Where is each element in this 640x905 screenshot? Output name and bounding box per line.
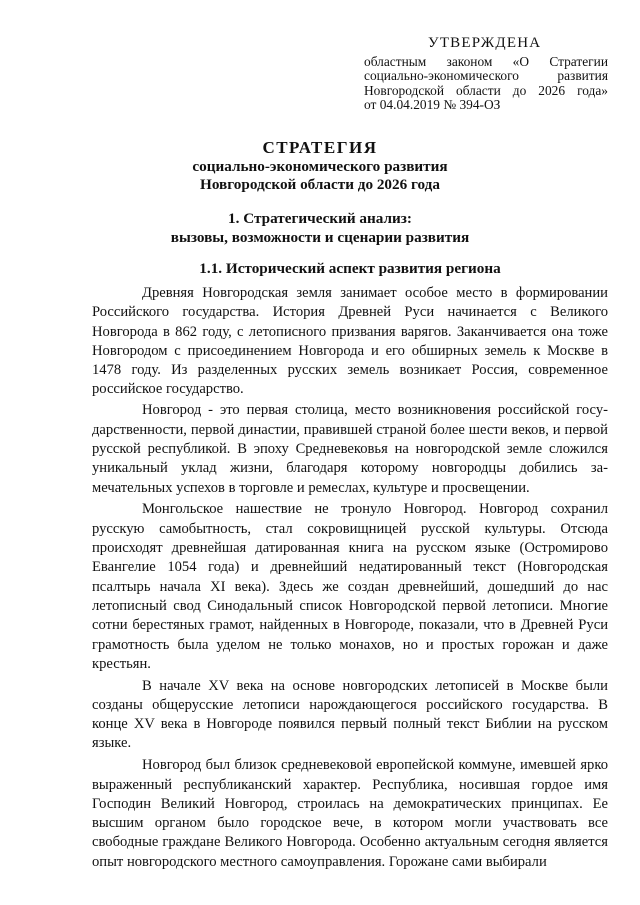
document-title: СТРАТЕГИЯ [262, 138, 378, 157]
approval-text [364, 55, 608, 113]
paragraph: Новгород был близок средневековой европейской коммуне, имевшей ярко выраженный республиканский характер. Республика, носившая гордое имя Господин Великий Новгород, строилась на демократических принципах. Ее высшим органом было городское вече, в котором могли участвовать все свободные граждане Великого Новгорода. Особенно актуальным сегодня является опыт новгородского местного самоуправления. Горожане сами выбирали [92, 757, 608, 870]
document-subtitle-line: социально-экономического развития [192, 158, 448, 175]
paragraph: Монгольское нашествие не тронуло Новгород. Новгород сохранил русскую самобытность, стал сокровищницей русской культуры. Отсюда происходят древнейшая датированная книга на русском языке (Остромирово Евангелие 1054 года) и древнейший недатированный текст (Новгородская псалтырь начала XI века). Здесь же создан древнейший, дошедший до нас летописный свод Синодальный список Новгородской первой летописи. Многие сотни берестяных грамот, найденных в Новгороде, показали, что в Древней Руси грамотность была уделом не только монахов, но и простых горожан и даже крестьян. [92, 501, 608, 672]
approval-line: областным законом «О Стратегии [364, 53, 608, 69]
paragraph: Древняя Новгородская земля занимает особое место в формировании Российского государства. История Древней Руси начинается с Великого Новгорода в 862 году, с летописного призвания варягов. Заканчивается она тоже Новгородом с присоединением Новгорода и его обширных земель к Москве в 1478 году. Из разделенных русских земель возникает Россия, современное российское государство. [92, 285, 608, 398]
document-subtitle-line: Новгородской области до 2026 года [200, 176, 440, 193]
paragraph: Новгород - это первая столица, место возникновения российской государственности, первой династии, правившей страной более шести веков, и первой русской республикой. В эпоху Средневековья на новгородской земле сложился уникальный уклад жизни, благодаря которому новгородцы добились замечательных успехов в торговле и ремеслах, культуре и просвещении. [92, 402, 608, 496]
approval-line: социально-экономического развития [364, 68, 608, 84]
subsection-heading: 1.1. Исторический аспект развития региона [199, 260, 501, 277]
approval-line: Новгородской области до 2026 года» [364, 82, 608, 98]
body-text [92, 284, 608, 874]
approval-block [364, 36, 608, 113]
section-heading-line: 1. Стратегический анализ: [228, 210, 412, 227]
approval-title: УТВЕРЖДЕНА [428, 35, 542, 51]
paragraph: В начале XV века на основе новгородских летописей в Москве были созданы общерусские летописи нарождающегося российского государства. В конце XV века в Новгороде появился первый полный текст Библии на русском языке. [92, 677, 608, 752]
section-heading-line: вызовы, возможности и сценарии развития [170, 228, 470, 246]
approval-line: от 04.04.2019 № 394-ОЗ [364, 97, 501, 113]
section-heading [0, 210, 640, 247]
document-title-block [0, 138, 640, 194]
